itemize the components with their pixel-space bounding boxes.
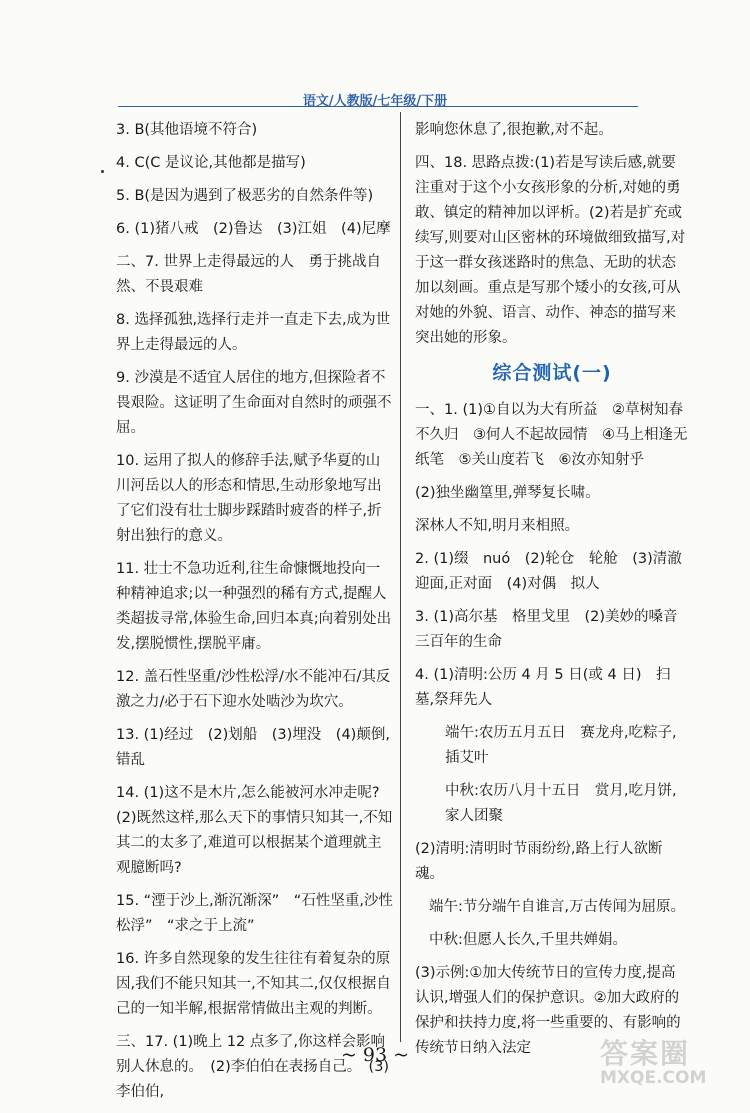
test-answer-4-2-zhongqiu: 中秋:但愿人长久,千里共婵娟。 (429, 932, 627, 948)
answer-11: 11. 壮士不急功近利,往生命慷慨地投向一种精神追求;以一种强烈的稀有方式,提醒人类超拔寻常,体验生命,回归本真;向着别处出发,摆脱惯性,摆脱平庸。 (116, 561, 392, 652)
answer-14: 14. (1)这不是木片,怎么能被河水冲走呢? (2)既然这样,那么天下的事情只知其一,不知其二的太多了,难道可以根据某个道理就主观臆断吗? (116, 785, 395, 876)
answer-5: 5. B(是因为遇到了极恶劣的自然条件等) (116, 188, 374, 204)
right-column (415, 118, 697, 1069)
test-answer-4-duanwu: 端午:农历五月五日 赛龙舟,吃粽子,插艾叶 (445, 725, 677, 766)
answer-6: 6. (1)猪八戒 (2)鲁达 (3)江姐 (4)尼摩 (116, 221, 391, 237)
answer-7: 二、7. 世界上走得最远的人 勇于挑战自然、不畏艰难 (116, 254, 381, 295)
running-header: 语文/人教版/七年级/下册 (302, 94, 448, 109)
answer-3: 3. B(其他语境不符合) (116, 122, 258, 138)
test-answer-2: 2. (1)缀 nuó (2)轮仓 轮舱 (3)清澈 迎面,正对面 (4)对偶 拟人 (415, 551, 697, 592)
left-column (116, 118, 394, 1113)
page-number: ~ 93 ~ (340, 1044, 410, 1066)
test-answer-4-2: (2)清明:清明时节雨纷纷,路上行人欲断魂。 (415, 841, 663, 882)
answer-18: 四、18. 思路点拨:(1)若是写读后感,就要注重对于这个小女孩形象的分析,对她的勇敢、镇定的精神加以评析。(2)若是扩充或续写,则要对山区密林的环境做细致描写,对于这一群女孩迷路时的焦急、无助的状态加以刻画。重点是写那个矮小的女孩,可从对她的外貌、语言、动作、神态的描写来突出她的形象。 (415, 155, 686, 346)
stray-dot (101, 170, 104, 173)
test-answer-3: 3. (1)高尔基 格里戈里 (2)美妙的嗓音 三百年的生命 (415, 609, 693, 650)
test-answer-4-3: (3)示例:①加大传统节日的宣传力度,提高认识,增强人们的保护意识。②加大政府的保护和扶持力度,将一些重要的、有影响的传统节日纳入法定 (415, 965, 681, 1056)
watermark-url: MXQE.COM (600, 1068, 707, 1088)
answer-4: 4. C(C 是议论,其他都是描写) (116, 155, 306, 171)
test-answer-4: 4. (1)清明:公历 4 月 5 日(或 4 日) 扫墓,祭拜先人 (415, 667, 671, 708)
answer-10: 10. 运用了拟人的修辞手法,赋予华夏的山川河岳以人的形态和情思,生动形象地写出了它们没有壮士脚步踩踏时疲沓的样子,折射出独行的意义。 (116, 453, 382, 544)
watermark-logo (600, 1032, 740, 1092)
test-answer-1-2b: 深林人不知,明月来相照。 (415, 518, 580, 534)
answer-9: 9. 沙漠是不适宜人居住的地方,但探险者不畏艰险。这证明了生命面对自然时的顽强不屈。 (116, 370, 392, 436)
answer-17: 三、17. (1)晚上 12 点多了,你这样会影响别人休息的。 (2)李伯伯在表扬自己。 (3)李伯伯, (116, 1034, 390, 1100)
answer-8: 8. 选择孤独,选择行走并一直走下去,成为世界上走得最远的人。 (116, 312, 391, 353)
watermark-text: 答案圈 (600, 1037, 691, 1070)
answer-15: 15. “湮于沙上,渐沉渐深” “石性坚重,沙性松浮” “求之于上流” (116, 893, 393, 934)
header-rule (118, 106, 638, 107)
answer-13: 13. (1)经过 (2)划船 (3)埋没 (4)颠倒,错乱 (116, 727, 390, 768)
answer-17-cont: 影响您休息了,很抱歉,对不起。 (415, 122, 613, 138)
section-title: 综合测试(一) (492, 362, 612, 384)
test-answer-1: 一、1. (1)①自以为大有所益 ②草树知春不久归 ③何人不起故园情 ④马上相逢无纸笔 ⑤关山度若飞 ⑥汝亦知射乎 (415, 402, 688, 468)
column-divider (400, 112, 401, 1042)
test-answer-1-2a: (2)独坐幽篁里,弹琴复长啸。 (415, 485, 600, 501)
answer-16: 16. 许多自然现象的发生往往有着复杂的原因,我们不能只知其一,不知其二,仅仅根据自己的一知半解,根据常情做出主观的判断。 (116, 951, 391, 1017)
test-answer-4-zhongqiu: 中秋:农历八月十五日 赏月,吃月饼,家人团聚 (445, 783, 677, 824)
answer-12: 12. 盖石性坚重/沙性松浮/水不能冲石/其反激之力/必于石下迎水处啮沙为坎穴。 (116, 669, 391, 710)
test-answer-4-2-duanwu: 端午:节分端午自谁言,万古传闻为屈原。 (429, 899, 685, 915)
